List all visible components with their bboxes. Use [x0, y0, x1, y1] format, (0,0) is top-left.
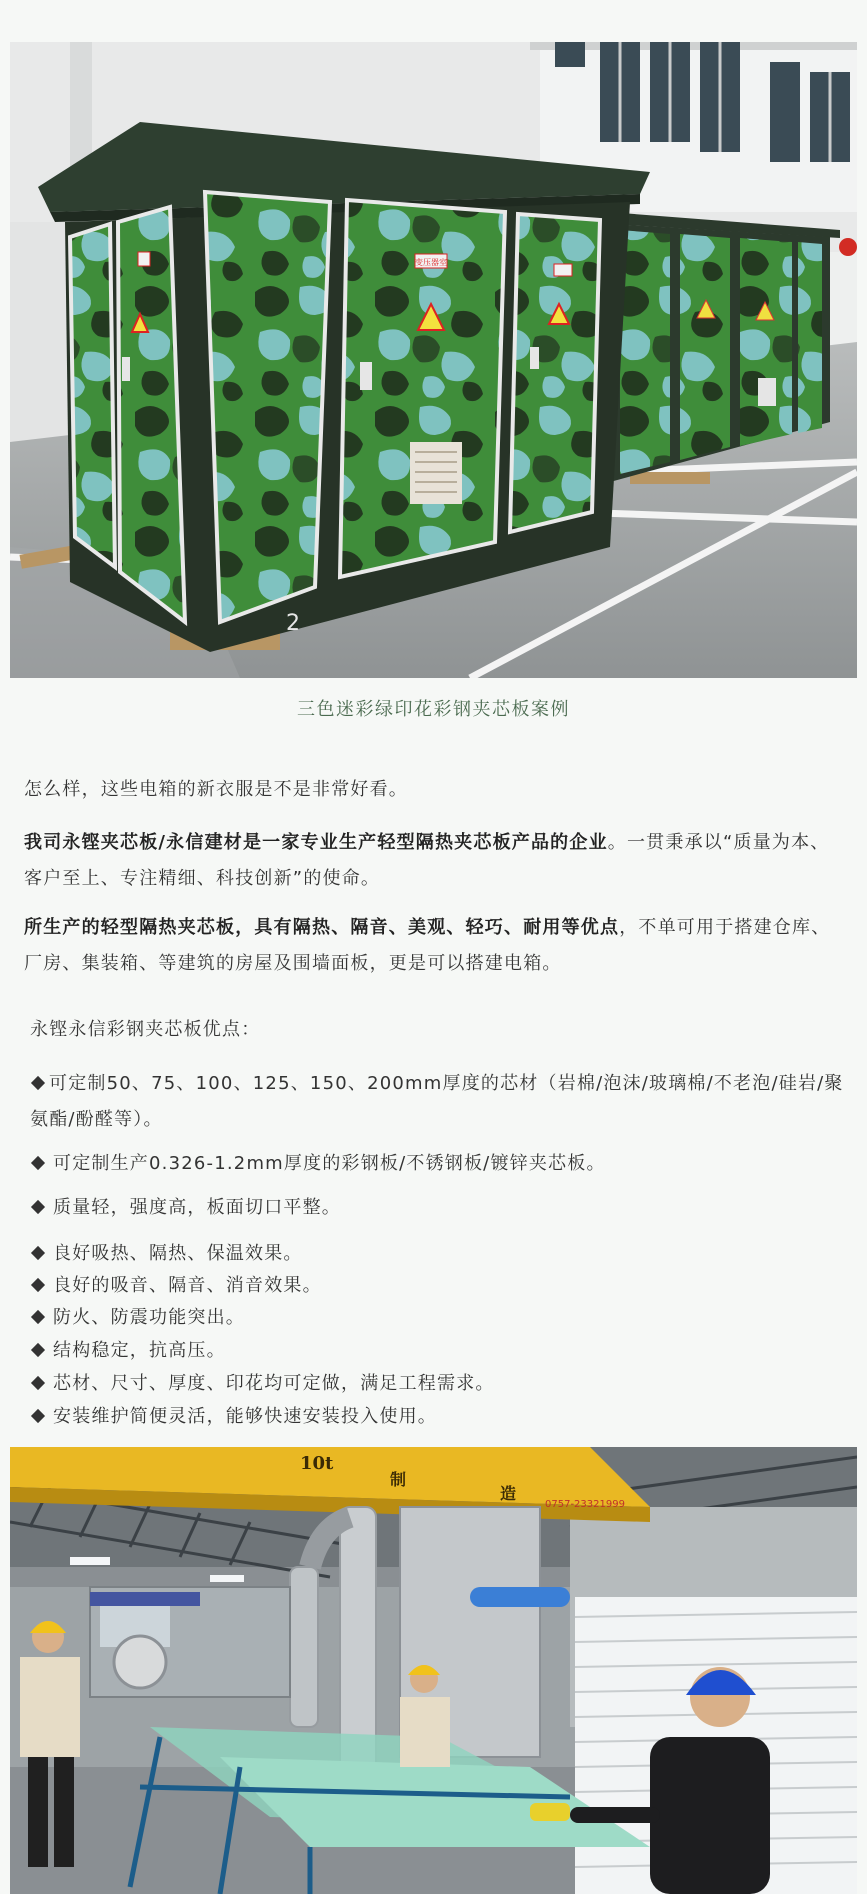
crane-capacity-label: 10t: [300, 1453, 334, 1474]
factory-illustration: [10, 1447, 857, 1894]
company-paragraph: [24, 825, 844, 897]
camouflage-cabinet-photo: [10, 42, 857, 678]
diamond-bullet-icon: [31, 1343, 45, 1357]
diamond-bullet-icon: [31, 1156, 45, 1170]
diamond-bullet-icon: [31, 1409, 45, 1423]
diamond-bullet-icon: [31, 1310, 45, 1324]
advantage-item: 结构稳定，抗高压。: [30, 1333, 845, 1369]
intro-paragraph: 怎么样，这些电箱的新衣服是不是非常好看。: [24, 779, 408, 800]
advantage-item: 良好吸热、隔热、保温效果。: [30, 1236, 845, 1272]
factory-photo: [10, 1447, 857, 1894]
advantage-item: 质量轻，强度高，板面切口平整。: [30, 1190, 845, 1226]
advantage-item: 可定制生产0.326-1.2mm厚度的彩钢板/不锈钢板/镀锌夹芯板。: [30, 1146, 845, 1182]
diamond-bullet-icon: [31, 1278, 45, 1292]
cabinet-number-label: 2: [286, 611, 300, 636]
product-paragraph: [24, 910, 844, 982]
crane-text-1: 制: [390, 1470, 407, 1489]
company-paragraph-rest: 。一贯秉承以“质量为本、客户至上、专注精细、科技创新”的使命。: [24, 832, 830, 889]
diamond-bullet-icon: [31, 1376, 45, 1390]
advantages-title: 永铿永信彩钢夹芯板优点：: [30, 1019, 261, 1040]
product-paragraph-rest: ，不单可用于搭建仓库、厂房、集装箱、等建筑的房屋及围墙面板，更是可以搭建电箱。: [24, 917, 831, 974]
advantage-item: 安装维护简便灵活，能够快速安装投入使用。: [30, 1399, 845, 1435]
camouflage-cabinet-illustration: [10, 42, 857, 678]
advantage-item: 良好的吸音、隔音、消音效果。: [30, 1268, 845, 1304]
diamond-bullet-icon: [31, 1200, 45, 1214]
advantage-item: 芯材、尺寸、厚度、印花均可定做，满足工程需求。: [30, 1366, 845, 1402]
crane-phone-text: 0757-23321999: [545, 1499, 625, 1510]
advantage-item: 防火、防震功能突出。: [30, 1300, 845, 1336]
cabinet-warning-label: 变压器室: [415, 258, 447, 267]
photo-caption: 三色迷彩绿印花彩钢夹芯板案例: [297, 699, 570, 720]
company-paragraph-bold: 我司永铿夹芯板/永信建材是一家专业生产轻型隔热夹芯板产品的企业: [24, 832, 608, 853]
product-paragraph-bold: 所生产的轻型隔热夹芯板，具有隔热、隔音、美观、轻巧、耐用等优点: [24, 917, 620, 938]
diamond-bullet-icon: [31, 1246, 45, 1260]
advantage-item: 可定制50、75、100、125、150、200mm厚度的芯材（岩棉/泡沫/玻璃棉/不老泡/硅岩/聚氨酯/酚醛等）。: [30, 1073, 844, 1130]
crane-text-2: 造: [500, 1484, 517, 1503]
diamond-bullet-icon: [31, 1076, 45, 1090]
